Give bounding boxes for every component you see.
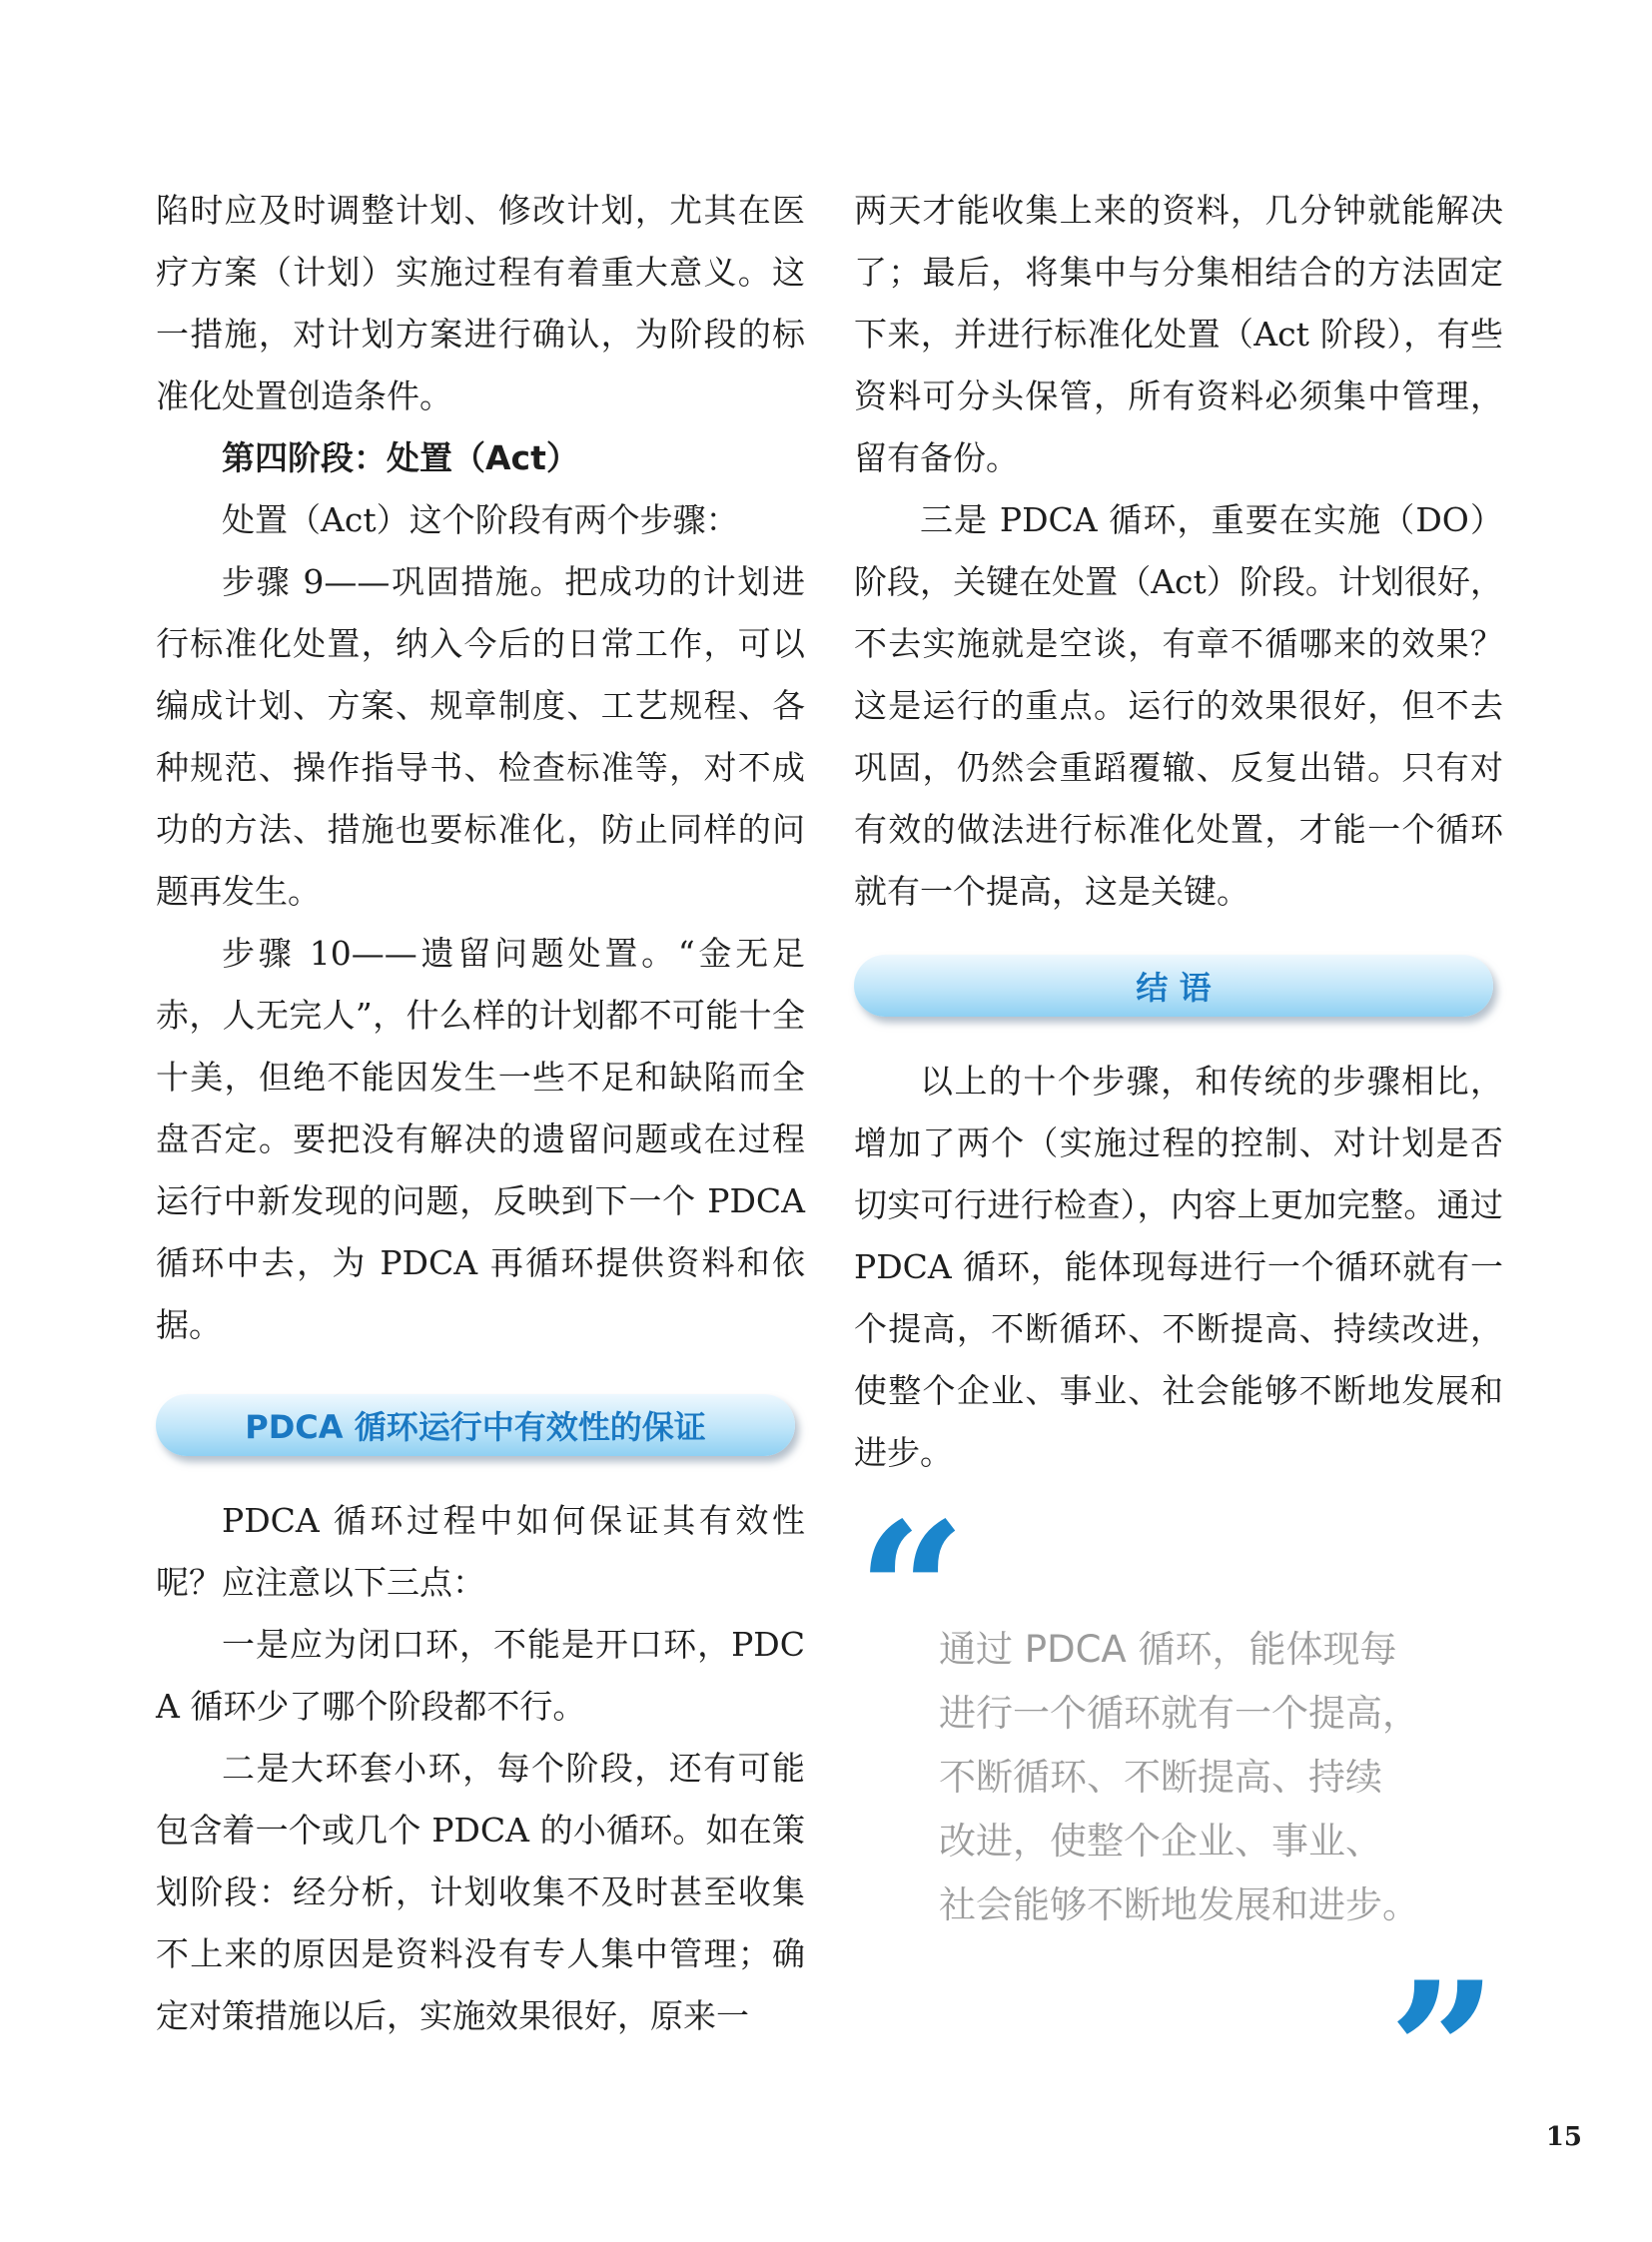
conclusion-banner: 结 语 xyxy=(854,955,1493,1017)
pull-quote-line: 改进，使整个企业、事业、 xyxy=(939,1820,1382,1863)
pull-quote-line: 进行一个循环就有一个提高， xyxy=(939,1692,1419,1735)
section-heading: 第四阶段：处置（Act） xyxy=(222,438,579,477)
paragraph: 二是大环套小环，每个阶段，还有可能包含着一个或几个 PDCA 的小循环。如在策划阶段：经分析，计划收集不及时甚至收集不上来的原因是资料没有专人集中管理；确定对策措施以后，实施效果很好，原来一 xyxy=(156,1749,805,2035)
open-quote-icon: “ xyxy=(857,1481,967,1704)
paragraph: 步骤 10——遗留问题处置。“金无足赤，人无完人”，什么样的计划都不可能十全十美，但绝不能因发生一些不足和缺陷而全盘否定。要把没有解决的遗留问题或在过程运行中新发现的问题，反映到下一个 PDCA 循环中去，为 PDCA 再循环提供资料和依据。 xyxy=(156,934,805,1344)
left-column xyxy=(156,180,805,2047)
paragraph: 陷时应及时调整计划、修改计划，尤其在医疗方案（计划）实施过程有着重大意义。这一措施，对计划方案进行确认，为阶段的标准化处置创造条件。 xyxy=(156,191,805,415)
paragraph: 三是 PDCA 循环，重要在实施（DO）阶段，关键在处置（Act）阶段。计划很好，不去实施就是空谈，有章不循哪来的效果？这是运行的重点。运行的效果很好，但不去巩固，仍然会重蹈覆辙、反复出错。只有对有效的做法进行标准化处置，才能一个循环就有一个提高，这是关键。 xyxy=(854,500,1503,911)
paragraph: 步骤 9——巩固措施。把成功的计划进行标准化处置，纳入今后的日常工作，可以编成计划、方案、规章制度、工艺规程、各种规范、操作指导书、检查标准等，对不成功的方法、措施也要标准化，防止同样的问题再发生。 xyxy=(156,562,805,911)
pull-quote-line: 通过 PDCA 循环，能体现每 xyxy=(939,1628,1397,1671)
paragraph: PDCA 循环过程中如何保证其有效性呢？应注意以下三点： xyxy=(156,1501,805,1602)
paragraph: 一是应为闭口环，不能是开口环，PDCA 循环少了哪个阶段都不行。 xyxy=(156,1625,805,1726)
paragraph: 处置（Act）这个阶段有两个步骤： xyxy=(222,500,739,539)
page-number: 15 xyxy=(1545,2122,1582,2152)
right-column xyxy=(854,180,1503,1484)
pull-quote-line: 社会能够不断地发展和进步。 xyxy=(939,1883,1419,1926)
pull-quote xyxy=(939,1618,1458,1937)
pull-quote-line: 不断循环、不断提高、持续 xyxy=(939,1756,1382,1799)
close-quote-icon: ” xyxy=(1388,1940,1498,2163)
paragraph: 以上的十个步骤，和传统的步骤相比，增加了两个（实施过程的控制、对计划是否切实可行进行检查），内容上更加完整。通过 PDCA 循环，能体现每进行一个循环就有一个提高，不断循环、不断提高、持续改进，使整个企业、事业、社会能够不断地发展和进步。 xyxy=(854,1062,1503,1472)
paragraph: 两天才能收集上来的资料，几分钟就能解决了；最后，将集中与分集相结合的方法固定下来，并进行标准化处置（Act 阶段），有些资料可分头保管，所有资料必须集中管理，留有备份。 xyxy=(854,191,1503,477)
section-banner: PDCA 循环运行中有效性的保证 xyxy=(156,1394,795,1456)
